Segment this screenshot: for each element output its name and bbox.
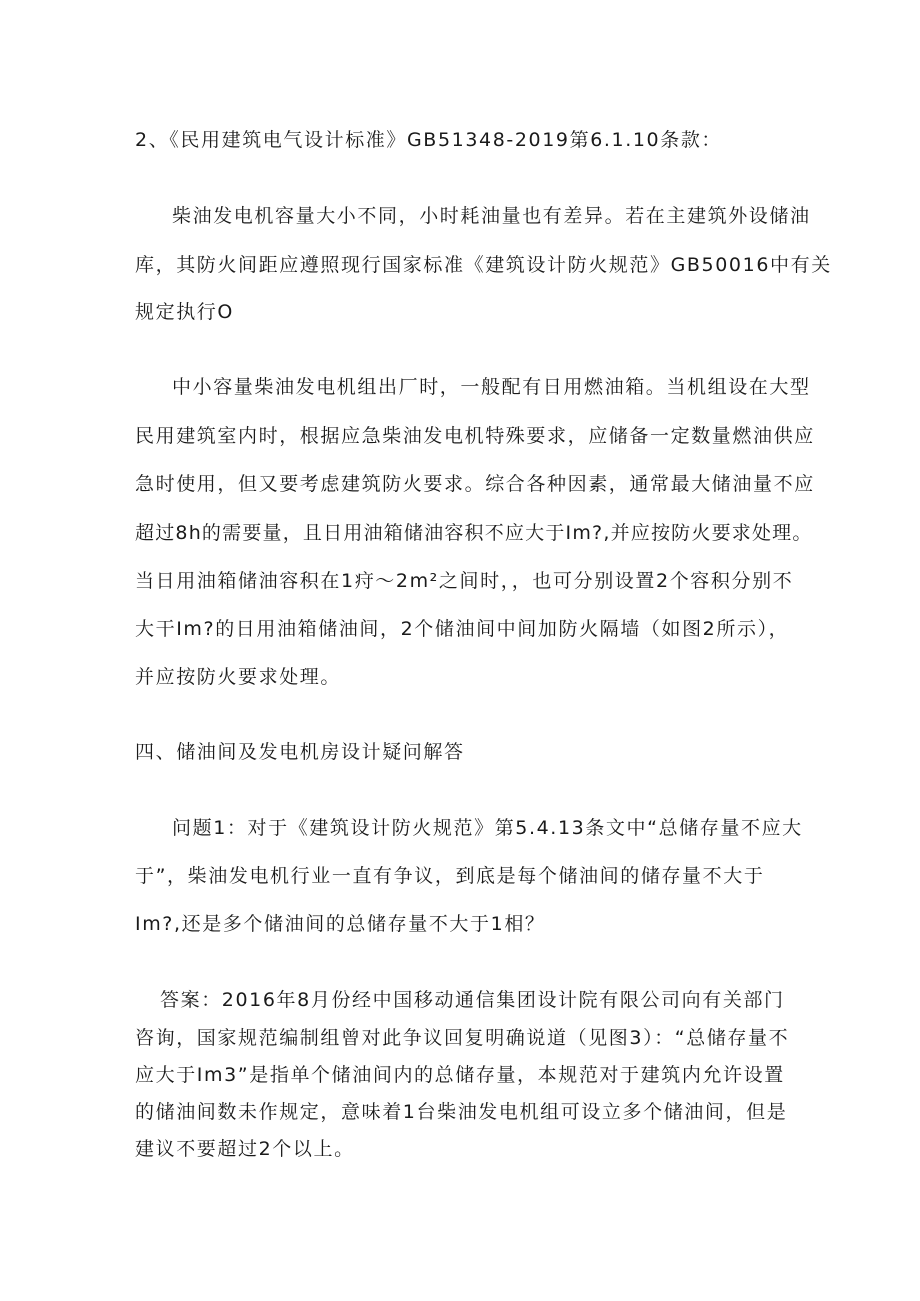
answer-line: 咨询，国家规范编制组曾对此争议回复明确说道（见图3）：“总储存量不	[135, 1027, 790, 1049]
paragraph-line: 柴油发电机容量大小不同，小时耗油量也有差异。若在主建筑外设储油	[172, 205, 811, 227]
clause-heading: 2、《民用建筑电气设计标准》GB51348-2019第6.1.10条款：	[135, 129, 723, 151]
answer-line: 建议不要超过2个以上。	[135, 1138, 355, 1160]
paragraph-line: 超过8h的需要量，且日用油箱储油容积不应大于Im?,并应按防火要求处理。	[135, 522, 813, 544]
paragraph-line: 大干Im?的日用油箱储油间，2个储油间中间加防火隔墙（如图2所示），	[135, 618, 790, 640]
paragraph-line: 急时使用，但又要考虑建筑防火要求。综合各种因素，通常最大储油量不应	[135, 473, 815, 495]
paragraph-line: 库，其防火间距应遵照现行国家标准《建筑设计防火规范》GB50016中有关	[135, 254, 832, 276]
paragraph-line: 并应按防火要求处理。	[135, 666, 342, 688]
answer-line: 答案：2016年8月份经中国移动通信集团设计院有限公司向有关部门	[160, 989, 785, 1011]
section-heading: 四、储油间及发电机房设计疑问解答	[135, 741, 465, 763]
question-line: 于”，柴油发电机行业一直有争议，到底是每个储油间的储存量不大于	[135, 865, 765, 887]
paragraph-line: 当日用油箱储油容积在1疛～2m²之间时，，也可分别设置2个容积分别不	[135, 570, 794, 592]
answer-line: 的储油间数未作规定，意味着1台柴油发电机组可设立多个储油间，但是	[135, 1101, 788, 1123]
question-line: 问题1：对于《建筑设计防火规范》第5.4.13条文中“总储存量不应大	[172, 817, 803, 839]
paragraph-line: 规定执行O	[135, 301, 234, 323]
question-line: Im?,还是多个储油间的总储存量不大于1相？	[135, 913, 546, 935]
paragraph-line: 中小容量柴油发电机组出厂时，一般配有日用燃油箱。当机组设在大型	[172, 376, 811, 398]
answer-line: 应大于Im3”是指单个储油间内的总储存量，本规范对于建筑内允许设置	[135, 1064, 785, 1086]
paragraph-line: 民用建筑室内时，根据应急柴油发电机特殊要求，应储备一定数量燃油供应	[135, 425, 815, 447]
